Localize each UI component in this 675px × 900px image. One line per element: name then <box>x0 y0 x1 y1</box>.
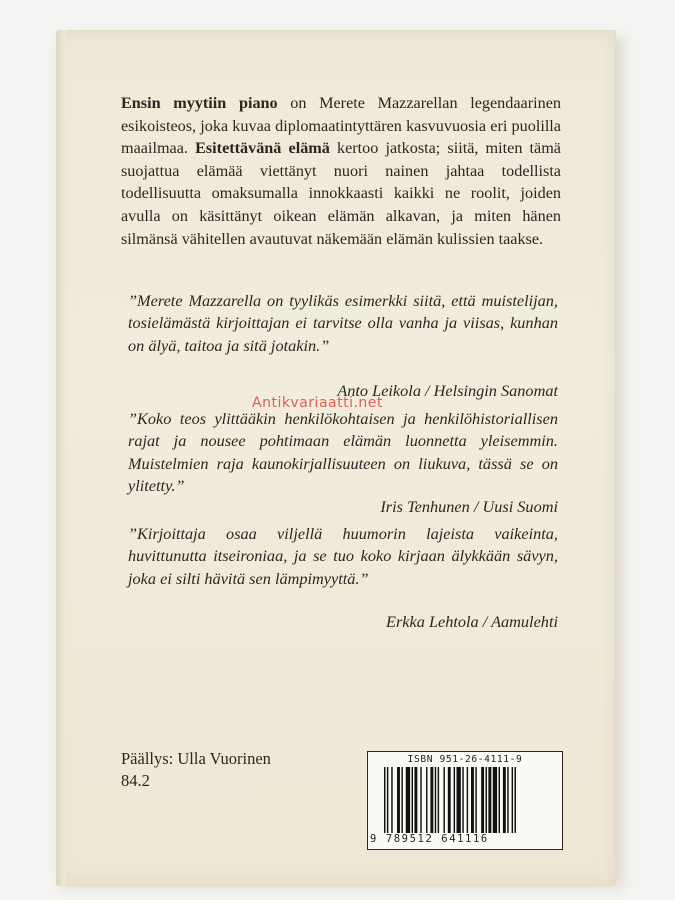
watermark: Antikvariaatti.net <box>252 395 383 411</box>
review-quote-1: ”Merete Mazzarella on tyylikäs esimerkki siitä, että muistelijan, tosielämästä kirjoittajan ei tarvitse olla vanha ja viisas, kunhan on älyä, taitoa ja sitä jotakin.” <box>128 291 558 355</box>
book-title-2: Esitettävänä elämä <box>195 139 330 158</box>
ean-digits: 9 789512 641116 <box>370 833 489 845</box>
review-source-1: Anto Leikola / Helsingin Sanomat <box>337 381 558 400</box>
isbn-label: ISBN 951-26-4111-9 <box>407 754 523 765</box>
intro-paragraph <box>121 92 561 250</box>
barcode-box <box>367 751 563 850</box>
class-code: 84.2 <box>121 771 150 790</box>
barcode-icon <box>384 767 556 833</box>
review-source-3: Erkka Lehtola / Aamulehti <box>386 612 558 631</box>
review-quote-2: ”Koko teos ylittääkin henkilökohtaisen ja henkilöhistoriallisen rajat ja nousee pohtimaan elämän luonnetta yleisemmin. Muistelmien raja kaunokirjallisuuteen on liukuva, tässä se on ylitetty.” <box>128 409 558 496</box>
book-spine-edge <box>56 30 66 886</box>
review-source-2: Iris Tenhunen / Uusi Suomi <box>380 497 558 516</box>
intro-text-2: kertoo jatkosta; siitä, miten tämä suojattua elämää viettänyt nuori nainen jahtaa todellista todellisuutta omaksumalla innokkaasti kaikki ne roolit, joiden avulla on käsittänyt oikean elämän alkavan, ja miten hänen silmänsä vähitellen avautuvat näkemään elämän kulissien taakse. <box>121 139 561 248</box>
cover-designer: Päällys: Ulla Vuorinen <box>121 749 271 768</box>
review-quote-3: ”Kirjoittaja osaa viljellä huumorin lajeista vaikeinta, huvittunutta itseironiaa, ja se tuo koko kirjaan älykkään sävyn, joka ei silti hävitä sen lämpimyyttä.” <box>128 524 558 588</box>
credits <box>121 748 271 792</box>
intro-text-1: on Merete Mazzarellan legendaarinen esikoisteos, joka kuvaa diplomaatintyttären kasvuvuosia eri puolilla maailmaa. <box>121 94 561 158</box>
book-title-1: Ensin myytiin piano <box>121 94 278 112</box>
